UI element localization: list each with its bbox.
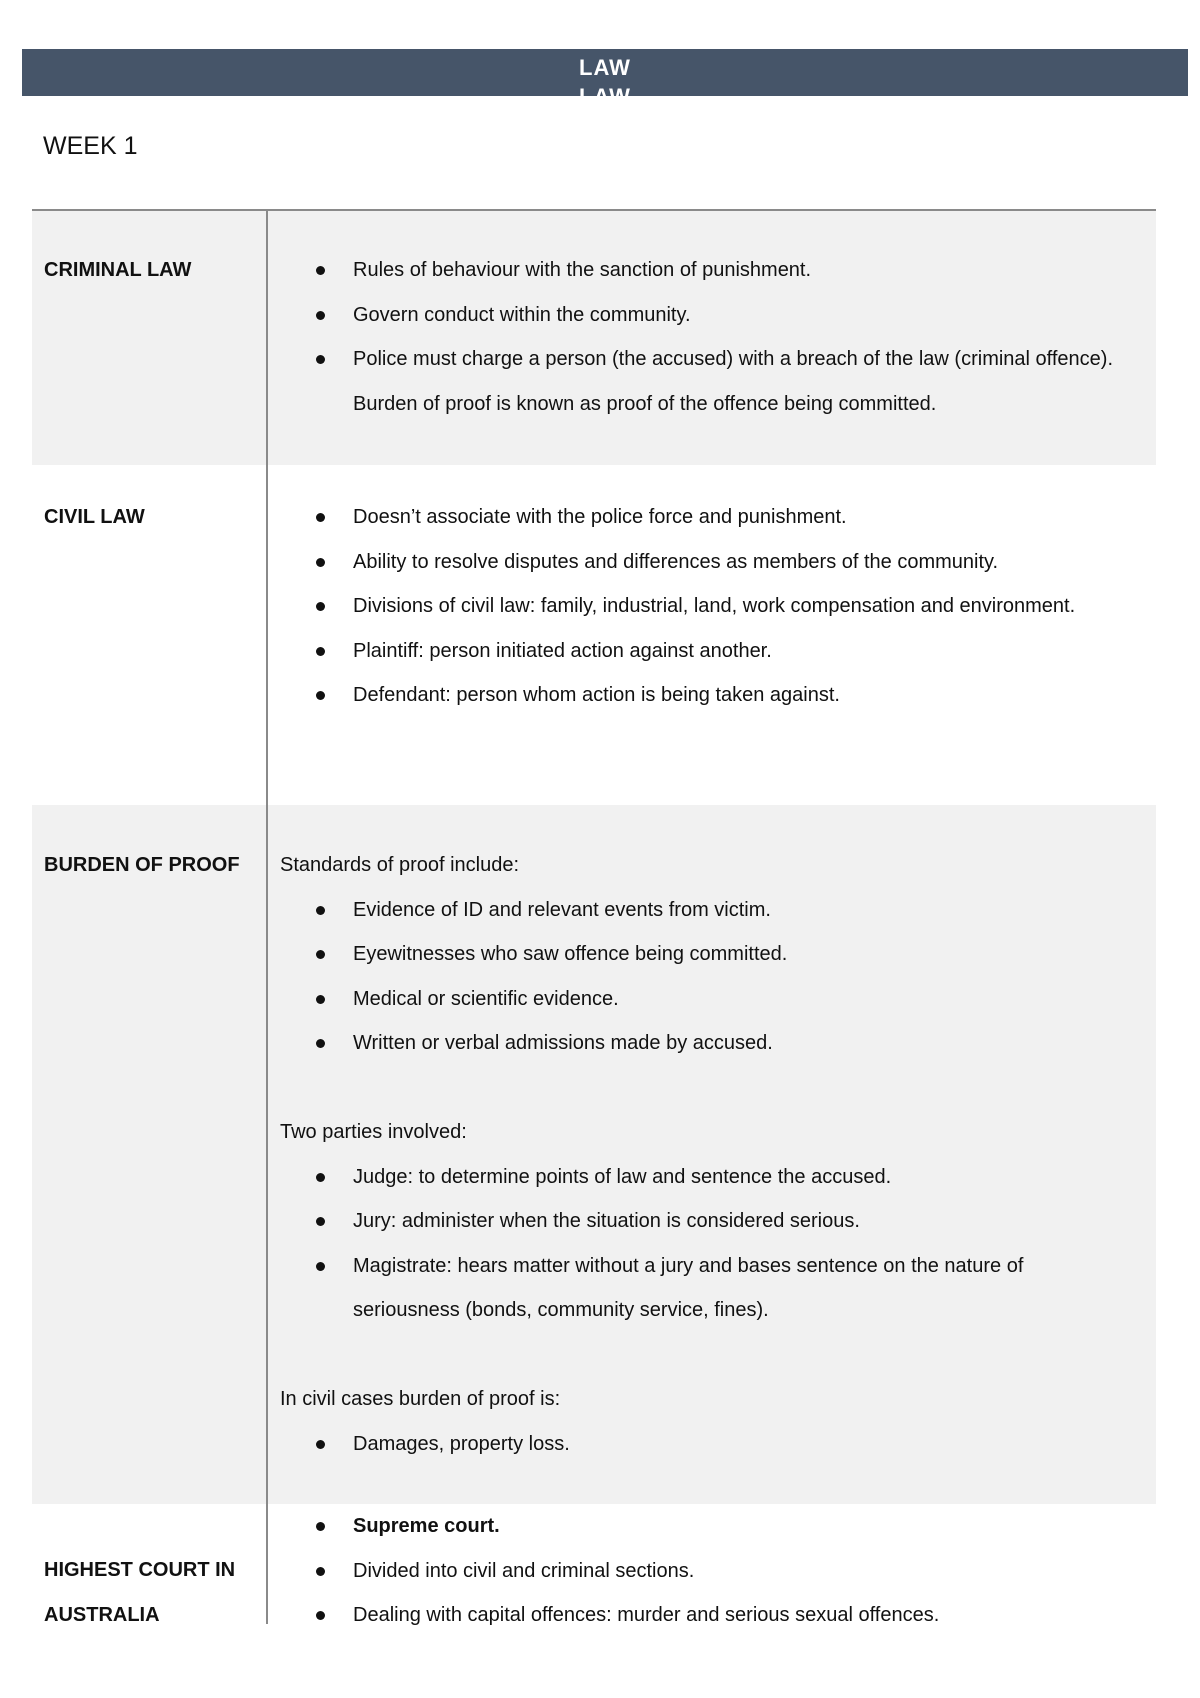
standards-intro: Standards of proof include: [280,854,520,876]
list-item: Defendant: person whom action is being taken against. [353,673,1126,718]
civil-cases-bullets [280,1422,1126,1467]
spacer [280,1333,1126,1378]
list-item: Ability to resolve disputes and differences as members of the community. [353,540,1126,585]
week-heading: WEEK 1 [43,132,138,160]
list-item: Plaintiff: person initiated action against another. [353,629,1126,674]
list-item: Divided into civil and criminal sections. [353,1549,1126,1594]
list-item: Evidence of ID and relevant events from victim. [353,888,1126,933]
list-item: Supreme court. [353,1504,1126,1549]
list-item: Eyewitnesses who saw offence being committed. [353,932,1126,977]
burden-of-proof-term: BURDEN OF PROOF [44,854,240,876]
header-title-repeat: LAW [579,84,631,109]
civil-cases-intro: In civil cases burden of proof is: [280,1388,561,1410]
civil-law-term: CIVIL LAW [44,506,145,528]
criminal-law-row [32,211,1156,465]
burden-of-proof-row [32,805,1156,1504]
header-bar [22,49,1188,109]
row-content [268,1504,1156,1624]
list-item: Magistrate: hears matter without a jury and bases sentence on the nature of seriousness (bonds, community service, fines). [353,1244,1126,1333]
civil-law-bullets [280,495,1126,718]
list-item: Medical or scientific evidence. [353,977,1126,1022]
list-item: Written or verbal admissions made by accused. [353,1021,1126,1066]
list-item: Police must charge a person (the accused) with a breach of the law (criminal offence). Burden of proof is known as proof of the offence being committed. [353,337,1126,426]
row-term [32,1504,268,1624]
list-item: Judge: to determine points of law and sentence the accused. [353,1155,1126,1200]
list-item: Rules of behaviour with the sanction of punishment. [353,248,1126,293]
row-content [268,805,1156,1504]
list-item: Dealing with capital offences: murder and serious sexual offences. [353,1593,1126,1638]
row-content [268,465,1156,805]
parties-intro: Two parties involved: [280,1121,467,1143]
standards-bullets [280,888,1126,1066]
parties-bullets [280,1155,1126,1333]
civil-law-row [32,465,1156,805]
header-title: LAW [579,55,631,80]
list-item: Govern conduct within the community. [353,293,1126,338]
criminal-law-term: CRIMINAL LAW [44,259,192,281]
list-item: Doesn’t associate with the police force and punishment. [353,495,1126,540]
row-term [32,211,268,465]
highest-court-bullets [280,1504,1126,1638]
row-content [268,211,1156,465]
list-item: Jury: administer when the situation is considered serious. [353,1199,1126,1244]
highest-court-row [32,1504,1156,1624]
criminal-law-bullets [280,248,1126,426]
spacer [280,1066,1126,1111]
row-term [32,465,268,805]
highest-court-term: HIGHEST COURT IN AUSTRALIA [44,1559,236,1626]
list-item: Damages, property loss. [353,1422,1126,1467]
notes-table [32,209,1156,1624]
row-term [32,805,268,1504]
list-item: Divisions of civil law: family, industrial, land, work compensation and environment. [353,584,1126,629]
